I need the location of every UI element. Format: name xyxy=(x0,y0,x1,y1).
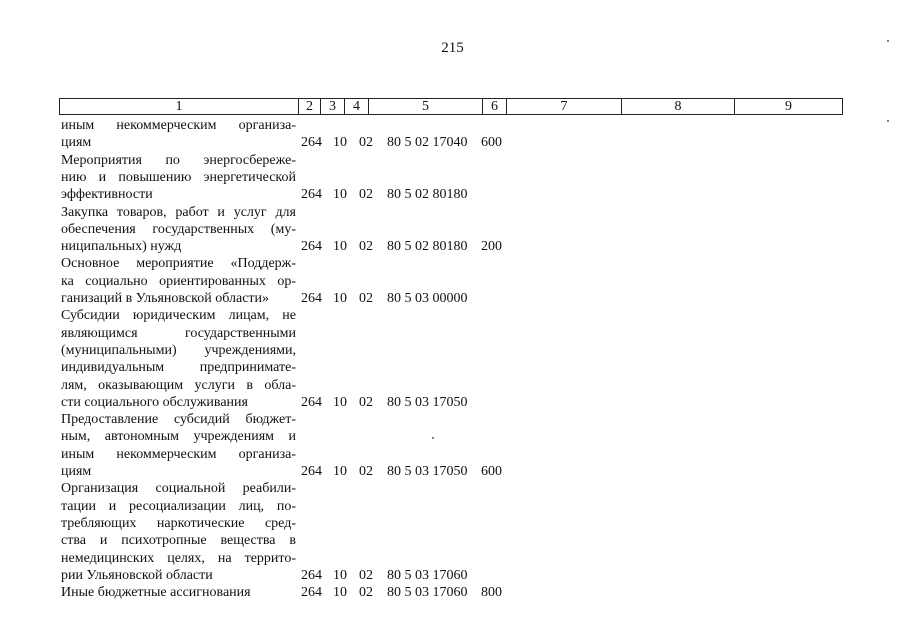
cell-col-4: 02 xyxy=(359,291,373,306)
header-cell-2: 2 xyxy=(298,98,321,115)
row-description-line: ства и психотропные вещества в xyxy=(61,533,296,549)
cell-col-2: 264 xyxy=(301,187,322,203)
cell-col-2: 264 xyxy=(301,567,322,583)
cell-col-2: 264 xyxy=(301,464,322,479)
row-description-line: Организация социальной реабили- xyxy=(61,481,296,497)
cell-col-3: 10 xyxy=(333,291,347,306)
row-description-line: Мероприятия по энергосбереже- xyxy=(61,152,296,168)
row-description-line: тации и ресоциализации лиц, по- xyxy=(61,498,296,514)
cell-col-3: 10 xyxy=(333,585,347,601)
cell-col-5: 80 5 03 17060 xyxy=(387,585,468,601)
header-cell-1: 1 xyxy=(59,98,299,115)
cell-col-2: 264 xyxy=(301,585,322,601)
row-description-line: индивидуальным предпринимате- xyxy=(61,360,296,376)
header-cell-3: 3 xyxy=(320,98,345,115)
header-cell-7: 7 xyxy=(506,98,622,115)
cell-col-6: 600 xyxy=(481,135,502,151)
cell-col-4: 02 xyxy=(359,567,373,583)
row-description-line: Предоставление субсидий бюджет- xyxy=(61,412,296,428)
cell-col-5: 80 5 02 80180 xyxy=(387,187,468,203)
row-description-line: Основное мероприятие «Поддерж- xyxy=(61,256,296,272)
row-description-line: являющимся государственными xyxy=(61,325,296,341)
scan-speck xyxy=(432,437,434,439)
header-cell-4: 4 xyxy=(344,98,369,115)
cell-col-6: 200 xyxy=(481,239,502,255)
header-cell-5: 5 xyxy=(368,98,483,115)
cell-col-3: 10 xyxy=(333,567,347,583)
cell-col-2: 264 xyxy=(301,135,322,151)
row-description-line: иным некоммерческим организа- xyxy=(61,446,296,462)
row-description-line: иным некоммерческим организа- xyxy=(61,118,296,133)
row-description-line: требляющих наркотические сред- xyxy=(61,515,296,531)
cell-col-2: 264 xyxy=(301,239,322,255)
header-cell-8: 8 xyxy=(621,98,735,115)
row-description-line: ным, автономным учреждениям и xyxy=(61,429,296,445)
row-description-line: ниципальных) нужд xyxy=(61,239,182,255)
scan-speck xyxy=(887,40,889,42)
cell-col-4: 02 xyxy=(359,135,373,151)
cell-col-4: 02 xyxy=(359,394,373,410)
row-description-line: циям xyxy=(61,135,92,151)
cell-col-3: 10 xyxy=(333,239,347,255)
row-description-line: рии Ульяновской области xyxy=(61,567,213,583)
cell-col-5: 80 5 03 17050 xyxy=(387,394,468,410)
cell-col-4: 02 xyxy=(359,464,373,479)
row-description-line: нию и повышению энергетической xyxy=(61,169,296,185)
cell-col-5: 80 5 03 00000 xyxy=(387,291,468,306)
row-description-line: обеспечения государственных (му- xyxy=(61,221,296,237)
row-description-line: ганизаций в Ульяновской области» xyxy=(61,291,270,306)
row-description-line: немедицинских целях, на террито- xyxy=(61,550,296,566)
row-description-line: эффективности xyxy=(61,187,153,203)
header-cell-9: 9 xyxy=(734,98,843,115)
row-description-line: ка социально ориентированных ор- xyxy=(61,273,296,289)
cell-col-5: 80 5 03 17050 xyxy=(387,464,468,479)
row-description-line: Субсидии юридическим лицам, не xyxy=(61,308,296,324)
cell-col-3: 10 xyxy=(333,135,347,151)
cell-col-2: 264 xyxy=(301,291,322,306)
cell-col-5: 80 5 03 17060 xyxy=(387,567,468,583)
row-description-line: сти социального обслуживания xyxy=(61,394,248,410)
cell-col-2: 264 xyxy=(301,394,322,410)
cell-col-4: 02 xyxy=(359,187,373,203)
row-description-line: лям, оказывающим услуги в обла- xyxy=(61,377,296,393)
cell-col-3: 10 xyxy=(333,187,347,203)
row-description-line: Иные бюджетные ассигнования xyxy=(61,585,251,601)
cell-col-4: 02 xyxy=(359,239,373,255)
row-description-line: (муниципальными) учреждениями, xyxy=(61,342,296,358)
cell-col-3: 10 xyxy=(333,464,347,479)
row-description-line: Закупка товаров, работ и услуг для xyxy=(61,204,296,220)
cell-col-6: 600 xyxy=(481,464,502,479)
header-cell-6: 6 xyxy=(482,98,507,115)
row-description-line: циям xyxy=(61,464,92,479)
cell-col-5: 80 5 02 17040 xyxy=(387,135,468,151)
page-number: 215 xyxy=(441,40,464,56)
cell-col-4: 02 xyxy=(359,585,373,601)
cell-col-6: 800 xyxy=(481,585,502,601)
cell-col-5: 80 5 02 80180 xyxy=(387,239,468,255)
scan-speck xyxy=(887,120,889,122)
cell-col-3: 10 xyxy=(333,394,347,410)
